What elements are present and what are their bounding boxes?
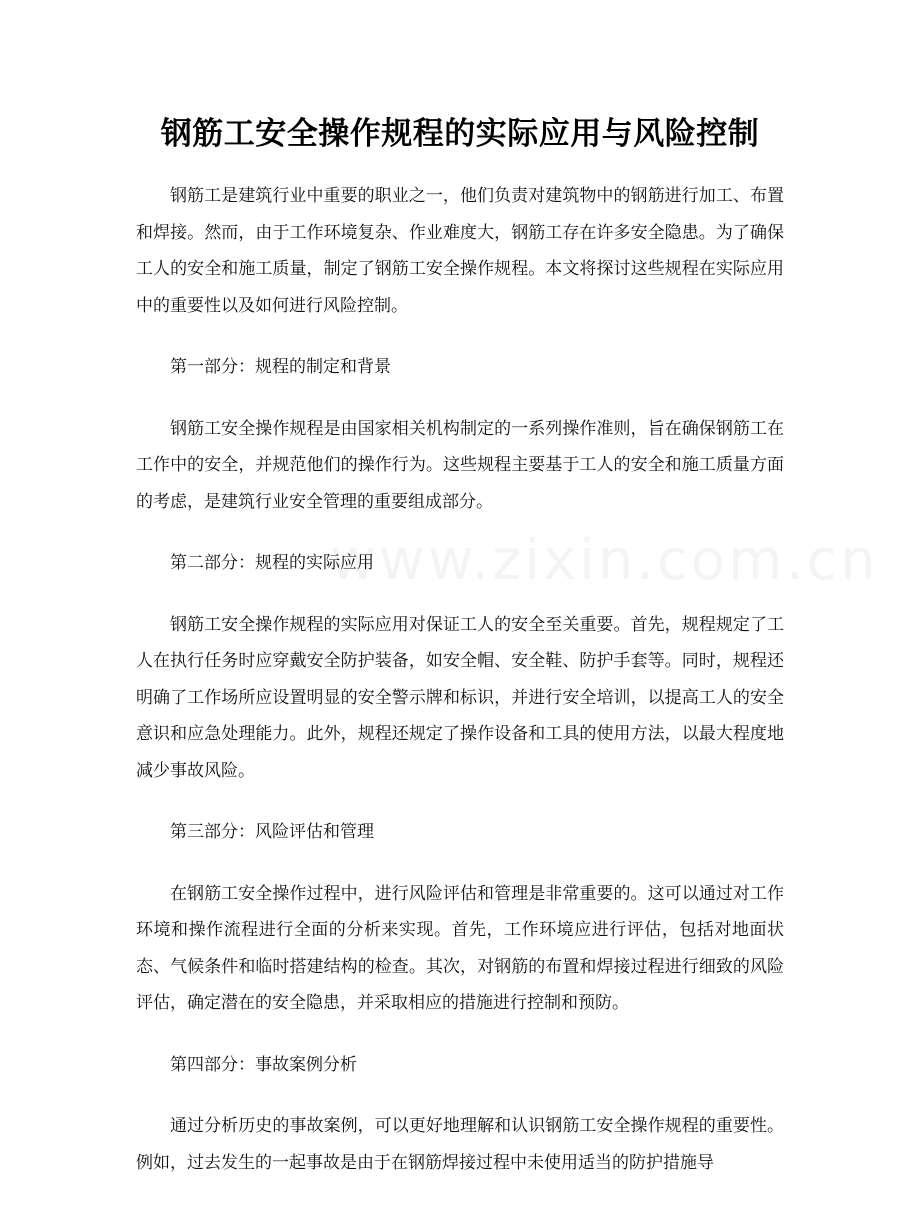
watermark: www.zixin.com.cn — [330, 528, 879, 593]
document-body — [136, 178, 784, 1206]
section-4-paragraph: 通过分析历史的事故案例，可以更好地理解和认识钢筋工安全操作规程的重要性。例如，过去发生的一起事故是由于在钢筋焊接过程中未使用适当的防护措施导 — [136, 1116, 784, 1173]
section-1-paragraph: 钢筋工安全操作规程是由国家相关机构制定的一系列操作准则，旨在确保钢筋工在工作中的安全，并规范他们的操作行为。这些规程主要基于工人的安全和施工质量方面的考虑，是建筑行业安全管理的重要组成部分。 — [136, 418, 784, 512]
section-heading-3: 第三部分：风险评估和管理 — [170, 822, 374, 842]
document-title: 钢筋工安全操作规程的实际应用与风险控制 — [160, 116, 760, 152]
section-heading-2: 第二部分：规程的实际应用 — [170, 553, 374, 573]
section-3-paragraph: 在钢筋工安全操作过程中，进行风险评估和管理是非常重要的。这可以通过对工作环境和操作流程进行全面的分析来实现。首先，工作环境应进行评估，包括对地面状态、气候条件和临时搭建结构的检查。其次，对钢筋的布置和焊接过程进行细致的风险评估，确定潜在的安全隐患，并采取相应的措施进行控制和预防。 — [136, 883, 784, 1013]
section-2-paragraph: 钢筋工安全操作规程的实际应用对保证工人的安全至关重要。首先，规程规定了工人在执行任务时应穿戴安全防护装备，如安全帽、安全鞋、防护手套等。同时，规程还明确了工作场所应设置明显的安全警示牌和标识，并进行安全培训，以提高工人的安全意识和应急处理能力。此外，规程还规定了操作设备和工具的使用方法，以最大程度地减少事故风险。 — [136, 614, 784, 781]
intro-paragraph: 钢筋工是建筑行业中重要的职业之一，他们负责对建筑物中的钢筋进行加工、布置和焊接。然而，由于工作环境复杂、作业难度大，钢筋工存在许多安全隐患。为了确保工人的安全和施工质量，制定了钢筋工安全操作规程。本文将探讨这些规程在实际应用中的重要性以及如何进行风险控制。 — [136, 186, 784, 316]
section-heading-1: 第一部分：规程的制定和背景 — [170, 357, 391, 377]
section-heading-4: 第四部分：事故案例分析 — [170, 1054, 357, 1075]
